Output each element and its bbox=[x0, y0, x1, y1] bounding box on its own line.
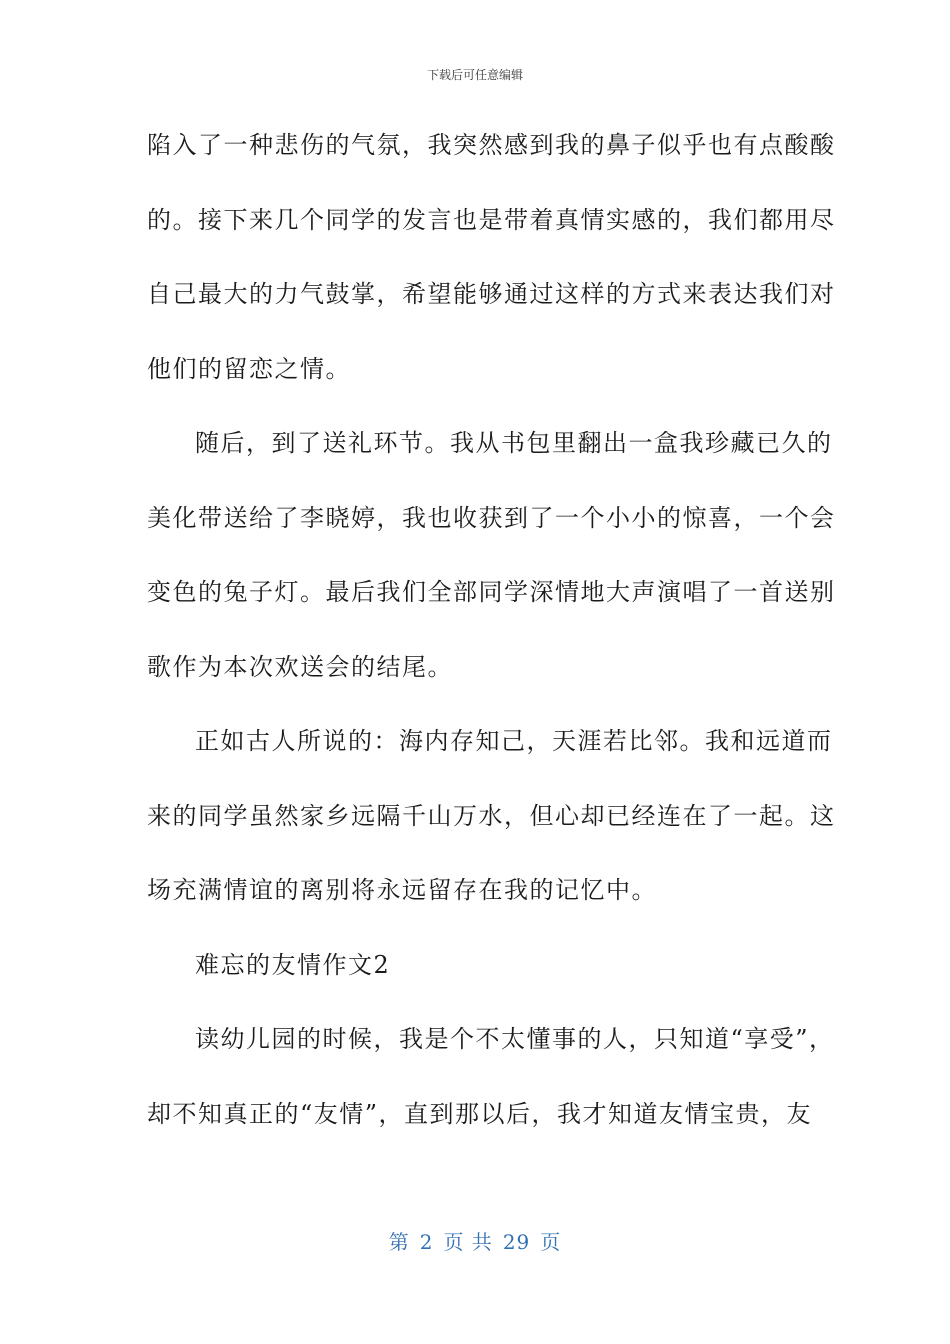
text-line: 随后，到了送礼环节。我从书包里翻出一盒我珍藏已久的 bbox=[195, 429, 833, 457]
text-line: 场充满情谊的离别将永远留存在我的记忆中。 bbox=[147, 876, 657, 904]
footer-middle: 页 共 bbox=[443, 1230, 493, 1254]
text-line: 自己最大的力气鼓掌，希望能够通过这样的方式来表达我们对 bbox=[147, 280, 836, 308]
text-line: 读幼儿园的时候，我是个不太懂事的人，只知道“享受”， bbox=[195, 1025, 835, 1053]
text-line: 却不知真正的“友情”，直到那以后，我才知道友情宝贵，友 bbox=[147, 1099, 813, 1128]
total-pages-number: 29 bbox=[502, 1230, 531, 1254]
text-line: 的。接下来几个同学的发言也是带着真情实感的，我们都用尽 bbox=[147, 205, 836, 234]
footer-suffix: 页 bbox=[540, 1230, 562, 1254]
text-line: 陷入了一种悲伤的气氛，我突然感到我的鼻子似乎也有点酸酸 bbox=[147, 131, 836, 159]
text-line: 正如古人所说的：海内存知己，天涯若比邻。我和远道而 bbox=[195, 727, 833, 755]
document-body bbox=[147, 120, 836, 1163]
page-header: 下载后可任意编辑 bbox=[426, 68, 523, 82]
text-line: 来的同学虽然家乡远隔千山万水，但心却已经连在了一起。这 bbox=[147, 801, 836, 830]
page-footer bbox=[0, 1226, 950, 1255]
text-line: 变色的兔子灯。最后我们全部同学深情地大声演唱了一首送别 bbox=[147, 578, 836, 606]
text-line: 他们的留恋之情。 bbox=[147, 354, 351, 383]
section-heading: 难忘的友情作文2 bbox=[195, 950, 391, 979]
footer-prefix: 第 bbox=[388, 1230, 410, 1254]
text-line: 歌作为本次欢送会的结尾。 bbox=[147, 652, 453, 681]
text-line: 美化带送给了李晓婷，我也收获到了一个小小的惊喜，一个会 bbox=[147, 503, 836, 532]
current-page-number: 2 bbox=[419, 1230, 434, 1254]
